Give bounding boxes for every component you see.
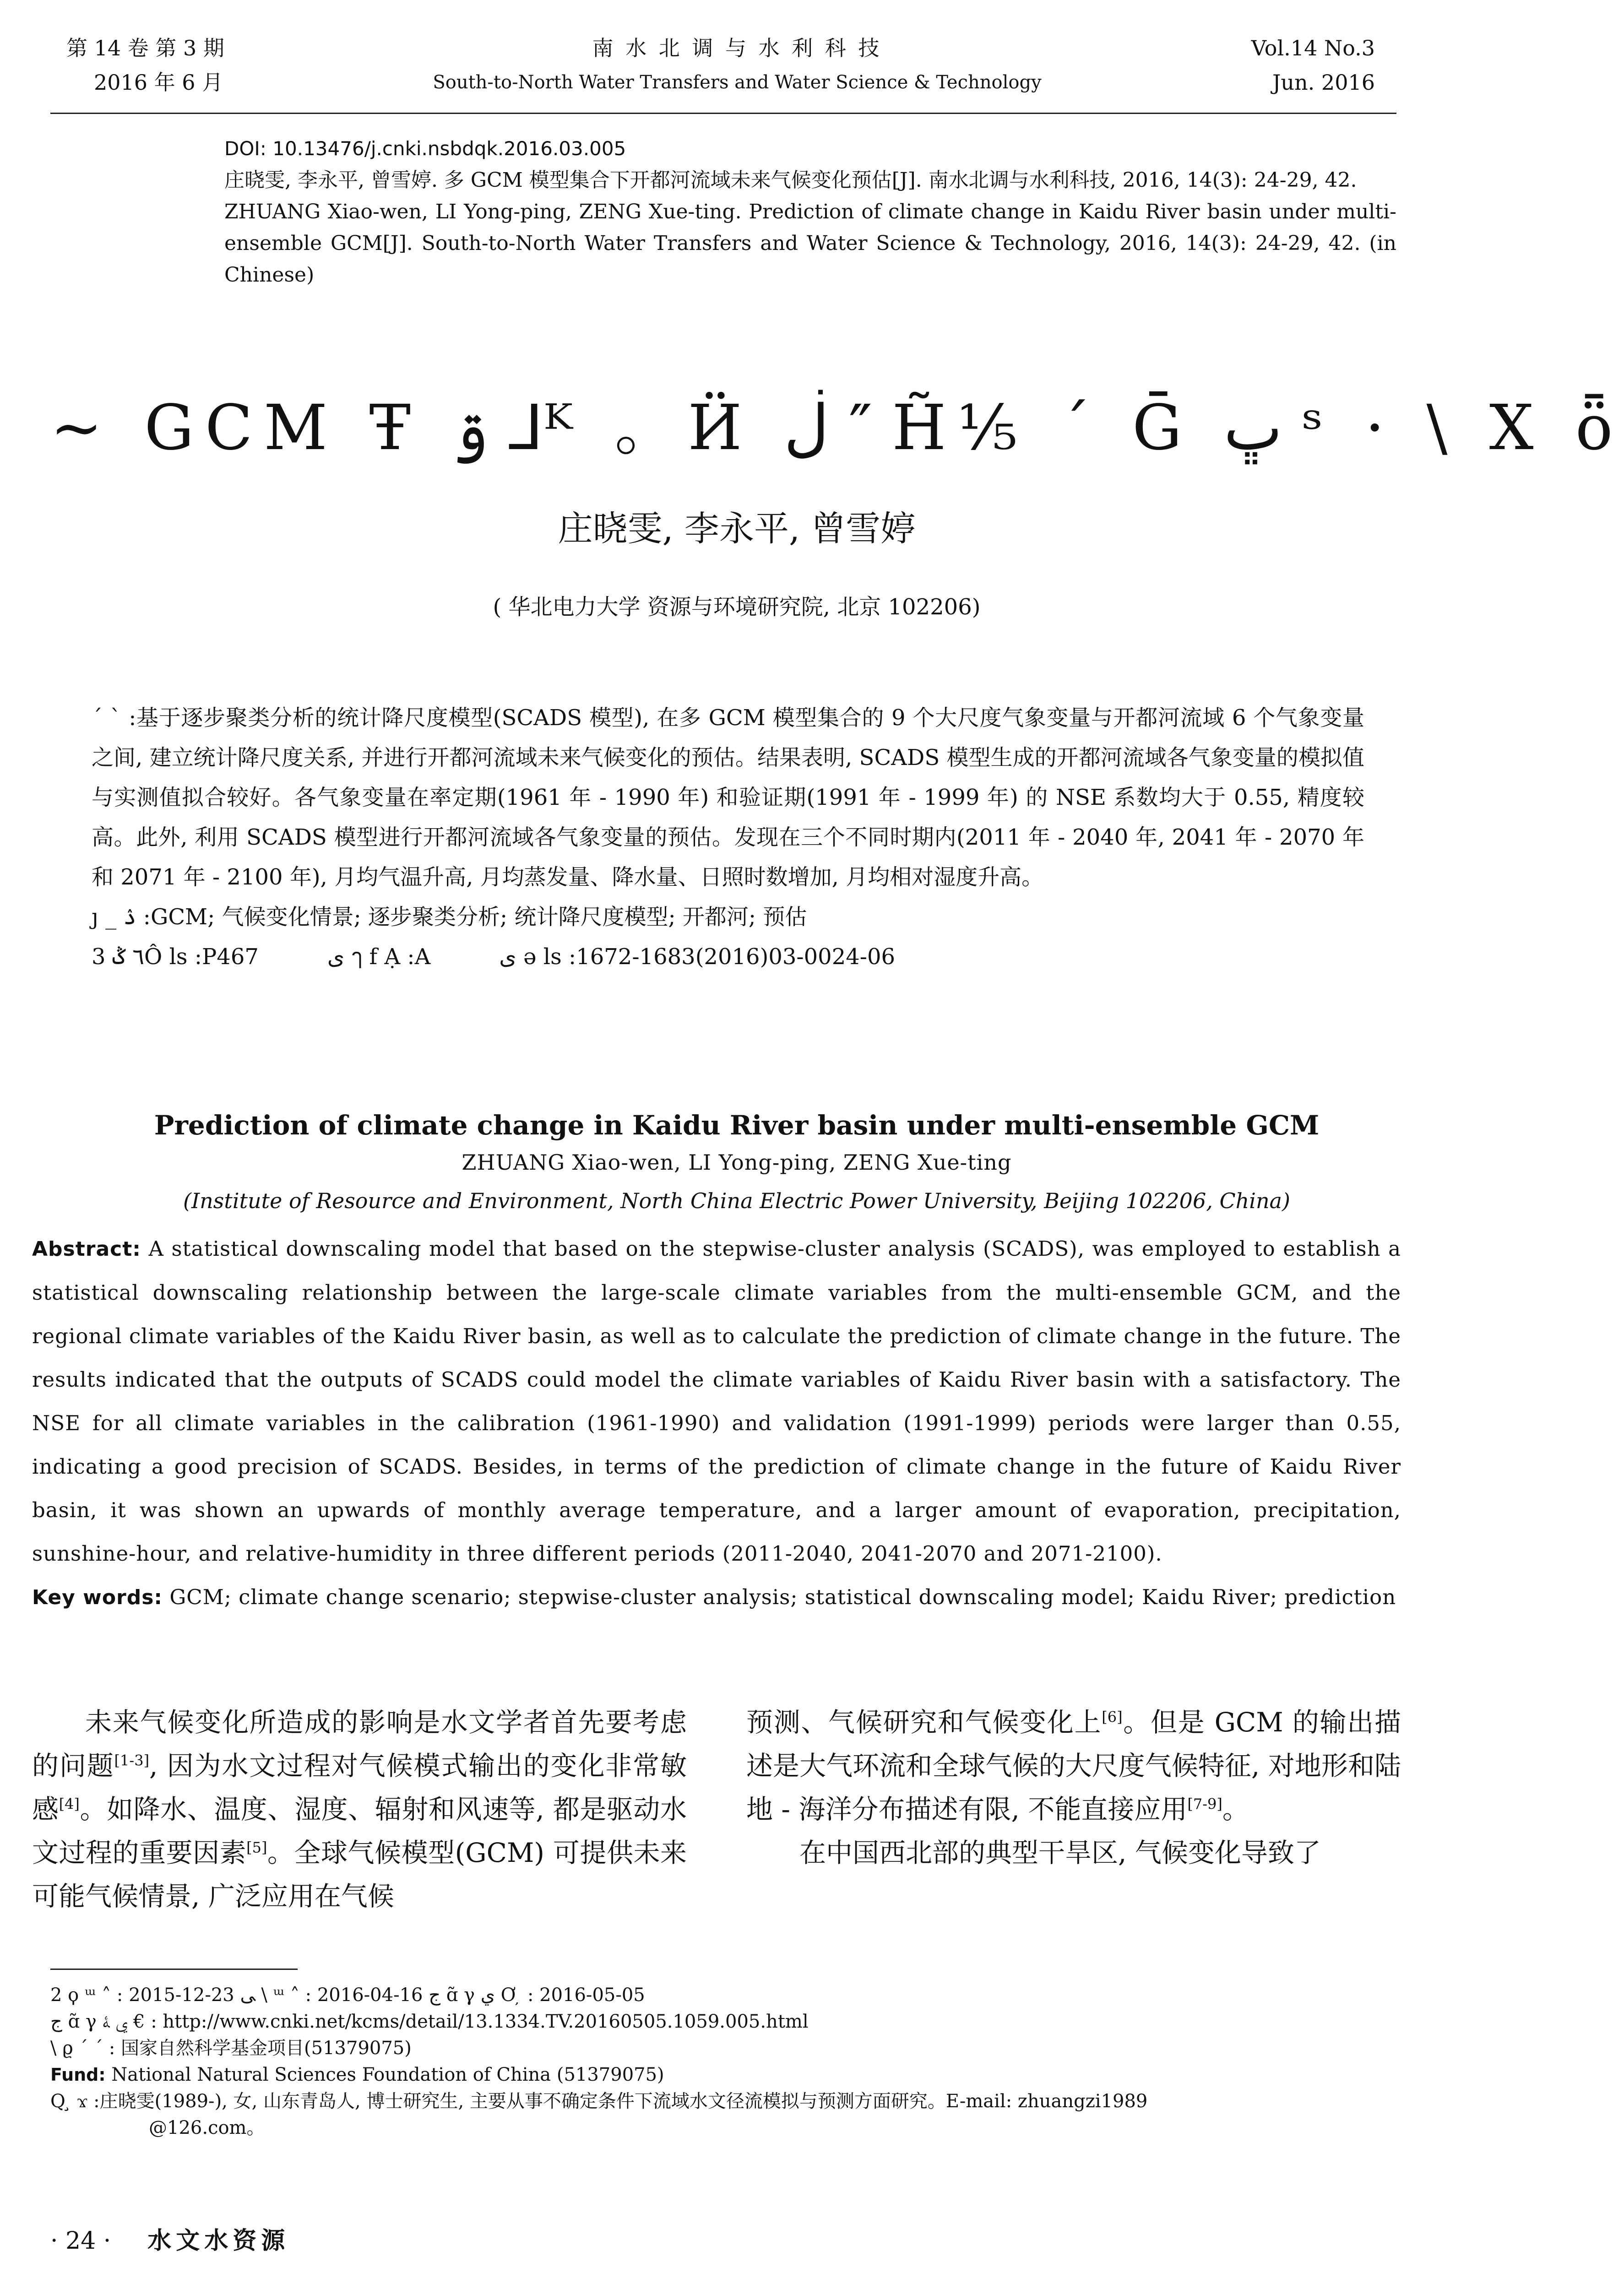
body-column-right	[746, 1701, 1401, 1875]
keywords-cn-text: GCM; 气候变化情景; 逐步聚类分析; 统计降尺度模型; 开都河; 预估	[150, 904, 807, 930]
article-number-value: 1672-1683(2016)03-0024-06	[576, 944, 896, 970]
page-number: · 24 ·	[50, 2227, 111, 2255]
reference-marker: [5]	[246, 1839, 267, 1856]
body-text: 。全球气候模型(GCM) 可提供未来可能气候情景, 广泛应用在气候	[32, 1837, 687, 1912]
abstract-cn-label: ˊ ˋ :	[92, 705, 136, 731]
citation-block	[224, 133, 1396, 291]
doccode-value: A	[414, 944, 431, 970]
header-journal-en: South-to-North Water Transfers and Water Science & Technology	[433, 72, 1042, 93]
footnote-rule	[50, 1969, 298, 1970]
article-number-label: ى ǝ ls :	[499, 944, 576, 970]
fund-en-label: Fund:	[50, 2065, 106, 2085]
header-journal-cn: 南 水 北 调 与 水 利 科 技	[592, 36, 882, 60]
body-column-left	[32, 1701, 687, 1918]
citation-en: ZHUANG Xiao-wen, LI Yong-ping, ZENG Xue-ting. Prediction of climate change in Kaidu River basin under multi-ensemble GCM[J]. South-to-North Water Transfers and Water Science & Technology, 2016, 14(3): 24-29, 42. (in Chinese)	[224, 200, 1396, 287]
body-paragraph: 在中国西北部的典型干旱区, 气候变化导致了	[799, 1837, 1321, 1868]
keywords-en-text: GCM; climate change scenario; stepwise-cluster analysis; statistical downscaling model; Kaidu River; prediction	[169, 1585, 1396, 1609]
abstract-en-label: Abstract:	[32, 1237, 141, 1261]
footnote-fund-cn: \ ϱ ´ ˊ : 国家自然科学基金项目(51379075)	[50, 2038, 412, 2059]
header-rule	[50, 113, 1396, 114]
abstract-cn-text: 基于逐步聚类分析的统计降尺度模型(SCADS 模型), 在多 GCM 模型集合的 9 个大尺度气象变量与开都河流域 6 个气象变量之间, 建立统计降尺度关系, 并进行开都河流域未来气候变化的预估。结果表明, SCADS 模型生成的开都河流域各气象变量的模拟值与实测值拟合较好。各气象变量在率定期(1961 年 - 1990 年) 和验证期(1991 年 - 1999 年) 的 NSE 系数均大于 0.55, 精度较高。此外, 利用 SCADS 模型进行开都河流域各气象变量的预估。发现在三个不同时期内(2011 年 - 2040 年, 2041 年 - 2070 年和 2071 年 - 2100 年), 月均气温升高, 月均蒸发量、降水量、日照时数增加, 月均相对湿度升高。	[92, 705, 1364, 890]
paper-authors: 庄晓雯, 李永平, 曾雪婷	[558, 508, 916, 549]
class-value: P467	[202, 944, 259, 970]
authors-en: ZHUANG Xiao-wen, LI Yong-ping, ZENG Xue-ting	[462, 1150, 1012, 1175]
abstract-en	[32, 1227, 1401, 1619]
affiliation-en: (Institute of Resource and Environment, North China Electric Power University, Beijing 102206, China)	[183, 1188, 1290, 1213]
abstract-cn-paragraph	[92, 698, 1364, 897]
body-text: 。	[1222, 1794, 1249, 1825]
doi: DOI: 10.13476/j.cnki.nsbdqk.2016.03.005	[224, 137, 626, 160]
abstract-en-text: A statistical downscaling model that based on the stepwise-cluster analysis (SCADS), was employed to establish a statistical downscaling relationship between the large-scale climate variables from the multi-ensemble GCM, and the regional climate variables of the Kaidu River basin, as well as to calculate the prediction of climate change in the future. The results indicated that the outputs of SCADS could model the climate variables of Kaidu River basin with a satisfactory. The NSE for all climate variables in the calibration (1961-1990) and validation (1991-1999) periods were larger than 0.55, indicating a good precision of SCADS. Besides, in terms of the prediction of climate change in the future of Kaidu River basin, it was shown an upwards of monthly average temperature, and a larger amount of evaporation, precipitation, sunshine-hour, and relative-humidity in three different periods (2011-2040, 2041-2070 and 2071-2100).	[32, 1237, 1401, 1566]
reference-marker: [4]	[59, 1795, 80, 1813]
paper-affiliation: ( 华北电力大学 资源与环境研究院, 北京 102206)	[493, 594, 981, 620]
fund-en-text: National Natural Sciences Foundation of China (51379075)	[111, 2064, 664, 2085]
footnote-url: ج ɑ̃ γ ي ﮥ € : http://www.cnki.net/kcms/detail/13.1334.TV.20160505.1059.005.html	[50, 2011, 809, 2032]
title-en: Prediction of climate change in Kaidu River basin under multi-ensemble GCM	[154, 1110, 1320, 1141]
body-text: 。如降水、温度、湿度、辐射和风速等, 都是驱动水文过程的重要因素	[32, 1794, 687, 1868]
body-text: 。但是 GCM 的输出描述是大气环流和全球气候的大尺度气候特征, 对地形和陆地 - 海洋分布描述有限, 不能直接应用	[746, 1707, 1401, 1825]
header-volume-issue: 第 14 卷 第 3 期	[66, 36, 224, 60]
page-footer	[50, 2225, 289, 2257]
footnotes	[50, 1982, 1396, 2142]
footnote-bio-continued: @126.com。	[149, 2117, 265, 2138]
footnote-bio	[50, 2088, 1396, 2114]
class-label: 3 ٦ ݣÔ ls :	[92, 944, 202, 970]
header-date-cn: 2016 年 6 月	[94, 70, 223, 95]
keywords-en-label: Key words:	[32, 1586, 163, 1609]
doccode-label: ى ๅ f Ạ :	[327, 944, 415, 970]
body-text: , 因为水文过程对气候模式输出的变化非常敏感	[32, 1750, 687, 1825]
bio-label: Q ̧ ϫ :	[50, 2091, 100, 2112]
reference-marker: [1-3]	[114, 1752, 150, 1769]
abstract-en-paragraph	[32, 1227, 1401, 1575]
citation-cn: 庄晓雯, 李永平, 曾雪婷. 多 GCM 模型集合下开都河流域未来气候变化预估[J]. 南水北调与水利科技, 2016, 14(3): 24-29, 42.	[224, 168, 1357, 192]
body-text: 未来气候变化所造成的影响是水文学者首先要考虑的问题	[32, 1707, 687, 1781]
paper-title: ~ GCM Ŧ ۊ ⅃ᴷ 。Ӥ ڶ ″ H̃⅕ ´ Ḡ ڀ ˢ · \ X ȫ	[50, 392, 1624, 464]
body-paragraph	[32, 1701, 687, 1918]
bio-text: 庄晓雯(1989-), 女, 山东青岛人, 博士研究生, 主要从事不确定条件下流域水文径流模拟与预测方面研究。E-mail: zhuangzi1989	[99, 2091, 1148, 2112]
classification-line	[92, 937, 1364, 977]
footnote-dates: 2 ϙ ᵚ ˄ : 2015-12-23 ﯽ \ ᵚ ˄ : 2016-04-16 ج ɑ̃ γ ي Ơ ̦ : 2016-05-05	[50, 1985, 645, 2006]
reference-marker: [7-9]	[1187, 1795, 1222, 1813]
header-vol-no-en: Vol.14 No.3	[1251, 36, 1375, 60]
header-date-en: Jun. 2016	[1272, 70, 1375, 95]
keywords-en	[32, 1575, 1401, 1619]
body-text: 预测、气候研究和气候变化上	[746, 1707, 1102, 1738]
abstract-cn	[92, 698, 1364, 977]
keywords-cn	[92, 897, 1364, 937]
reference-marker: [6]	[1102, 1708, 1123, 1726]
section-name: 水文水资源	[147, 2227, 290, 2255]
body-paragraph	[746, 1701, 1401, 1831]
footnote-fund-en	[50, 2062, 1396, 2088]
keywords-cn-label: ȷ _ ۮ :	[92, 904, 151, 930]
